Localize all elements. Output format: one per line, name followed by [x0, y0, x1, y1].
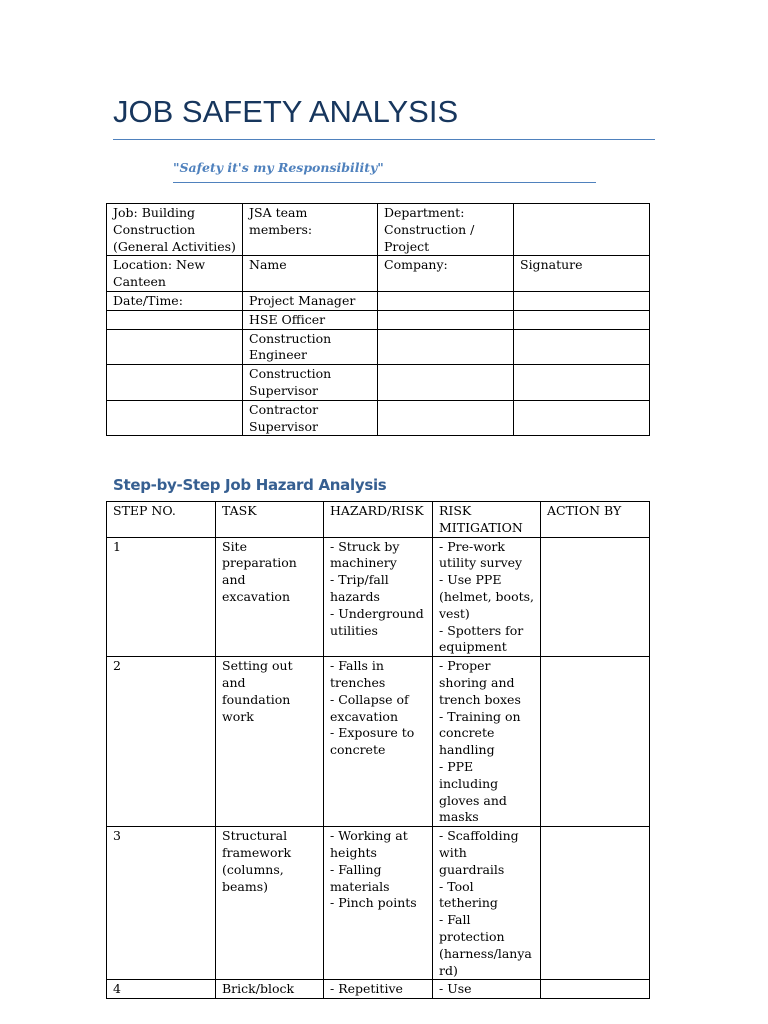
hazard-analysis-table — [106, 501, 650, 999]
table-row — [107, 537, 650, 657]
step-number-cell: 4 — [107, 980, 216, 999]
member-name-cell: Construction Supervisor — [243, 365, 378, 401]
jsa-info-table — [106, 203, 650, 436]
hazard-cell: - Repetitive — [324, 980, 433, 999]
document-title: JOB SAFETY ANALYSIS — [113, 94, 459, 129]
table-cell — [107, 310, 243, 329]
table-cell — [378, 329, 514, 365]
table-cell — [107, 365, 243, 401]
action-by-cell — [541, 980, 650, 999]
table-cell — [514, 365, 650, 401]
company-header-cell: Company: — [378, 256, 514, 292]
table-row — [107, 291, 650, 310]
datetime-cell: Date/Time: — [107, 291, 243, 310]
table-row — [107, 329, 650, 365]
table-cell — [378, 400, 514, 436]
table-row — [107, 657, 650, 827]
subtitle-underline — [173, 182, 596, 183]
task-cell: Structural framework (columns, beams) — [216, 827, 324, 980]
hazard-cell: - Falls in trenches - Collapse of excavation - Exposure to concrete — [324, 657, 433, 827]
mitigation-cell: - Proper shoring and trench boxes - Training on concrete handling - PPE including gloves and masks — [433, 657, 541, 827]
step-number-cell: 3 — [107, 827, 216, 980]
table-row — [107, 400, 650, 436]
step-number-cell: 2 — [107, 657, 216, 827]
hazard-cell: - Struck by machinery - Trip/fall hazards - Underground utilities — [324, 537, 433, 657]
job-cell: Job: Building Construction (General Activities) — [107, 204, 243, 256]
action-by-cell — [541, 657, 650, 827]
hazard-cell: - Working at heights - Falling materials - Pinch points — [324, 827, 433, 980]
member-name-cell: Contractor Supervisor — [243, 400, 378, 436]
table-header-row — [107, 502, 650, 538]
table-cell — [514, 400, 650, 436]
table-row — [107, 256, 650, 292]
location-cell: Location: New Canteen — [107, 256, 243, 292]
mitigation-cell: - Scaffolding with guardrails - Tool tethering - Fall protection (harness/lanyard) — [433, 827, 541, 980]
task-cell: Site preparation and excavation — [216, 537, 324, 657]
column-header: TASK — [216, 502, 324, 538]
table-row — [107, 204, 650, 256]
member-name-cell: Project Manager — [243, 291, 378, 310]
table-cell — [514, 291, 650, 310]
mitigation-cell: - Pre-work utility survey - Use PPE (helmet, boots, vest) - Spotters for equipment — [433, 537, 541, 657]
table-row — [107, 365, 650, 401]
mitigation-cell: - Use — [433, 980, 541, 999]
column-header: HAZARD/RISK — [324, 502, 433, 538]
section-heading: Step-by-Step Job Hazard Analysis — [113, 476, 387, 494]
table-cell — [107, 329, 243, 365]
name-header-cell: Name — [243, 256, 378, 292]
table-cell — [378, 310, 514, 329]
table-cell — [514, 329, 650, 365]
signature-header-cell: Signature — [514, 256, 650, 292]
table-cell — [514, 310, 650, 329]
action-by-cell — [541, 827, 650, 980]
table-row — [107, 980, 650, 999]
table-cell — [378, 365, 514, 401]
table-cell — [378, 291, 514, 310]
member-name-cell: HSE Officer — [243, 310, 378, 329]
task-cell: Brick/block — [216, 980, 324, 999]
department-cell: Department: Construction / Project — [378, 204, 514, 256]
column-header: RISK MITIGATION — [433, 502, 541, 538]
step-number-cell: 1 — [107, 537, 216, 657]
table-row — [107, 827, 650, 980]
task-cell: Setting out and foundation work — [216, 657, 324, 827]
document-subtitle: "Safety it's my Responsibility" — [173, 160, 384, 175]
column-header: ACTION BY — [541, 502, 650, 538]
action-by-cell — [541, 537, 650, 657]
table-row — [107, 310, 650, 329]
title-underline — [113, 139, 655, 140]
member-name-cell: Construction Engineer — [243, 329, 378, 365]
table-cell — [514, 204, 650, 256]
team-members-cell: JSA team members: — [243, 204, 378, 256]
column-header: STEP NO. — [107, 502, 216, 538]
table-cell — [107, 400, 243, 436]
